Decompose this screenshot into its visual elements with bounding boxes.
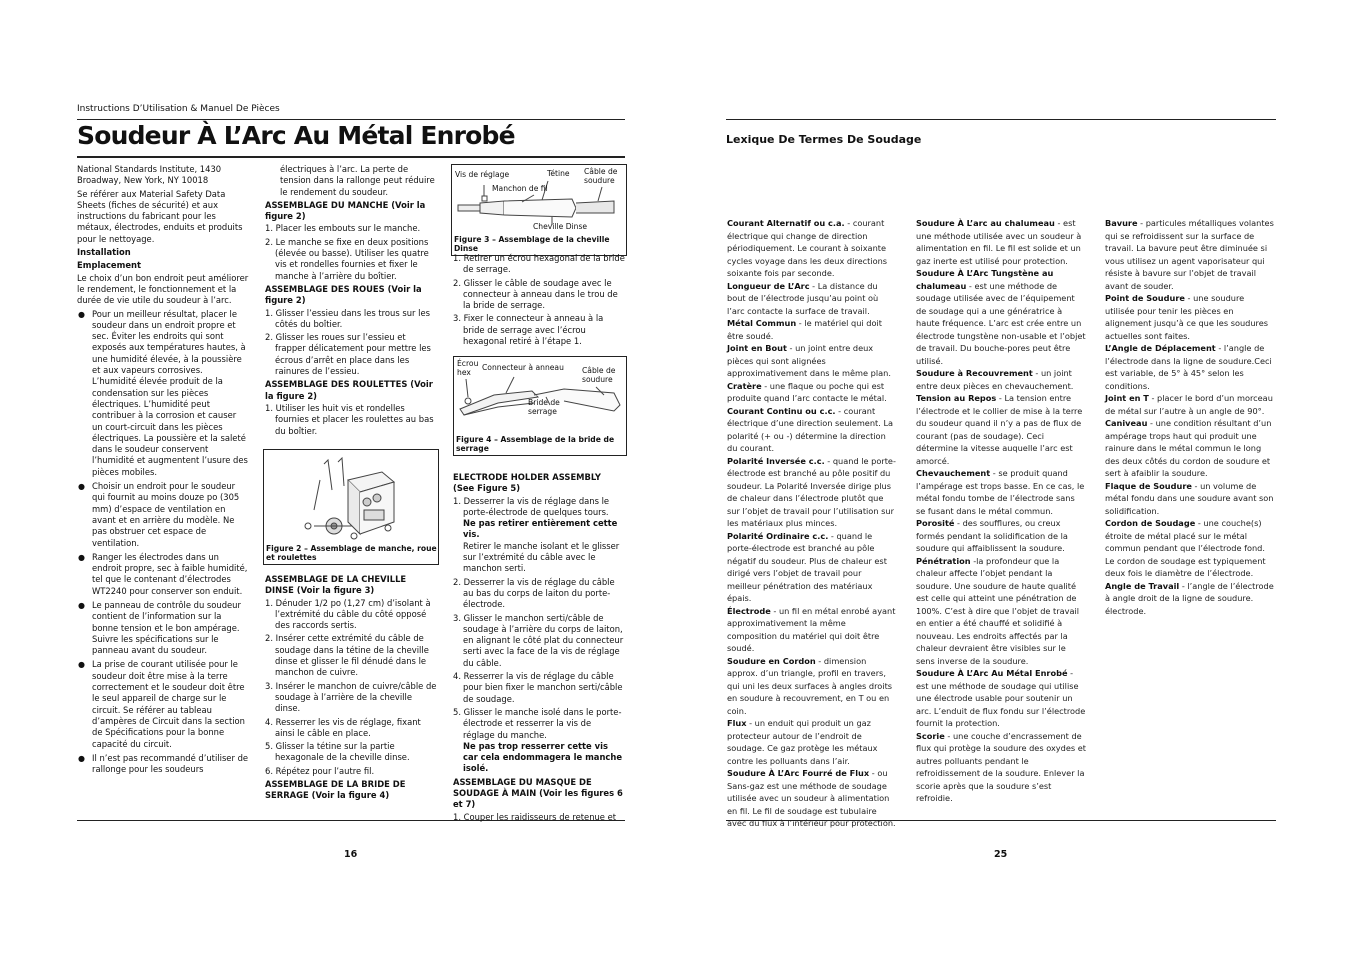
figure-4: [453, 356, 627, 456]
glossary-definition: - dimension approx. d’un triangle, profil en travers, qui uni les deux surfaces à angles droits en soudure à recouvrement, en T ou en coin.: [727, 655, 893, 716]
list-item: 3. Insérer le manchon de cuivre/câble de soudage à l’arrière de la cheville dinse.: [265, 680, 437, 714]
document-header: Instructions D’Utilisation & Manuel De Pièces: [77, 104, 280, 114]
glossary-entry: [916, 730, 1086, 805]
left-column-3-continued: [453, 470, 625, 825]
wheels-heading: ASSEMBLAGE DES ROUES (Voir la figure 2): [265, 283, 422, 306]
fig4-label-hex-nut: Écrou hex: [457, 359, 479, 377]
glossary-entry: [727, 380, 897, 405]
dinse-heading: ASSEMBLAGE DE LA CHEVILLE DINSE (Voir la figure 3): [265, 574, 407, 596]
glossary-entry: [727, 280, 897, 318]
list-item: 5. Glisser le manche isolé dans le porte-électrode et resserrer la vis de réglage du manche.: [453, 706, 622, 740]
glossary-definition: - des soufflures, ou creux formés pendant la solidification de la soudure qui affaiblissent la soudure.: [916, 518, 1068, 553]
msds-paragraph: Se référer aux Material Safety Data Sheets (fiches de sécurité) et aux instructions du fabricant pour les métaux, électrodes, enduits et produits pour le nettoyage.: [77, 188, 243, 244]
list-item: ● Pour un meilleur résultat, placer le soudeur dans un endroit propre et sec. Éviter les endroits qui sont exposés aux températures hautes, à une humidité élevée, à la poussière et aux vapeurs corrosives. L’humidité élevée produit de la condensation sur les pièces électriques. L’humidité peut contribuer à la corrosion et causer un court-circuit dans les pièces électriques. La poussière et la saleté dans le soudeur conservent l’humidité et augmentent l’usure des pièces mobiles.: [77, 309, 249, 478]
glossary-definition: - est une méthode de soudage qui utilise une électrode usable pour soutenir un arc. L’enduit de flux fondu sur l’électrode fournit la protection.: [916, 668, 1086, 728]
glossary-entry: [916, 555, 1086, 668]
glossary-definition: - un fil en métal enrobé ayant approximativement la même composition du matériel qui doit être soudé.: [727, 605, 896, 653]
glossary-definition: - l’angle de l’électrode dans la ligne de soudure.Ceci est variable, de 5° à 45° selon les conditions.: [1105, 343, 1272, 391]
location-bullets: [77, 309, 249, 776]
list-item: ● Il n’est pas recommandé d’utiliser de rallonge pour les soudeurs: [77, 753, 249, 776]
list-item: ● Le panneau de contrôle du soudeur contient de l’information sur la bonne tension et le bon ampérage. Suivre les spécifications sur le panneau avant du soudeur.: [77, 600, 249, 656]
glossary-term: Cratère: [727, 380, 762, 391]
glossary-entry: [916, 267, 1086, 367]
page-number-left: 16: [344, 849, 358, 860]
list-item: 2. Le manche se fixe en deux positions (élevée ou basse). Utiliser les quatre vis et rondelles fournies et fixer le manche à l’arrière du boîtier.: [265, 236, 429, 281]
glossary-entry: [1105, 580, 1276, 618]
glossary-term: Cordon de Soudage: [1105, 518, 1196, 528]
glossary-definition: - une couche(s) étroite de métal placé sur le métal commun pendant que l’électrode fond. Le cordon de soudage est typiquement deux fois le diamètre de l’électrode.: [1105, 518, 1266, 578]
glossary-entry: [727, 217, 897, 280]
list-item: ● Ranger les électrodes dans un endroit propre, sec à faible humidité, tel que le contenant d’électrodes WT2240 pour conserver son enduit.: [77, 552, 249, 597]
figure-3-caption: Figure 3 – Assemblage de la cheville Dinse: [454, 235, 610, 253]
glossary-term: Angle de Travail: [1105, 580, 1180, 591]
list-item: ● Choisir un endroit pour le soudeur qui fournit au moins douze po (305 mm) d’espace de ventilation en avant et en arrière du modèle. Ne pas obstruer cet espace de ventilation.: [77, 481, 249, 549]
glossary-term: Polarité Inversée c.c.: [727, 455, 825, 466]
fig3-label-welding-cable: Câble de soudure: [584, 167, 618, 185]
list-item: ● La prise de courant utilisée pour le soudeur doit être mise à la terre correctement et le soudeur doit être le seul appareil de charge sur le circuit. Se référer au tableau d’ampères de Circuit dans la section de Spécifications pour la bonne capacité du circuit.: [77, 659, 249, 749]
glossary-entry: [727, 767, 897, 830]
glossary-term: Joint en T: [1105, 393, 1149, 403]
list-item: 2. Insérer cette extrémité du câble de soudage dans la tétine de la cheville dinse et glisser le fil dénudé dans le manchon de cuivre.: [265, 633, 429, 678]
glossary-definition: - le matériel qui doit être soudé.: [727, 318, 882, 341]
glossary-term: Courant Alternatif ou c.a.: [727, 218, 845, 228]
top-rule-left: [77, 119, 625, 120]
glossary-definition: - une condition résultant d’un ampérage trops haut qui produit une rainure dans le métal commun le long des deux côtés du cordon de soudure et sert à afaiblir la soudure.: [1105, 418, 1272, 478]
fig4-label-ring-connector: Connecteur à anneau: [482, 363, 564, 372]
glossary-entry: [1105, 392, 1276, 417]
glossary-term: Scorie: [916, 730, 945, 741]
glossary-column-3: [1105, 217, 1276, 617]
left-column-1: [77, 164, 249, 778]
figure-4-caption: Figure 4 – Assemblage de la bride de serrage: [456, 435, 615, 453]
glossary-entry: [916, 217, 1086, 267]
glossary-term: Métal Commun: [727, 318, 797, 328]
warning-text: Ne pas trop resserrer cette vis car cela endommagera le manche isolé.: [463, 740, 623, 774]
glossary-definition: - un joint entre deux pièces qui sont alignées approximativement dans le même plan.: [727, 343, 891, 378]
handle-heading: ASSEMBLAGE DU MANCHE (Voir la figure 2): [265, 199, 426, 222]
glossary-term: Soudure en Cordon: [727, 655, 816, 666]
casters-heading: ASSEMBLAGE DES ROULETTES (Voir la figure 2): [265, 379, 433, 401]
glossary-entry: [916, 392, 1086, 467]
list-item: 5. Glisser la tétine sur la partie hexagonale de la cheville dinse.: [265, 741, 410, 763]
list-item: 4. Resserrer les vis de réglage, fixant ainsi le câble en place.: [265, 716, 421, 738]
warning-text: Ne pas retirer entièrement cette vis.: [463, 518, 618, 540]
glossary-entry: [1105, 217, 1276, 292]
location-heading: Emplacement: [77, 260, 141, 271]
glossary-definition: - La distance du bout de l’électrode jusqu’au point où l’arc contacte la surface de travail.: [727, 280, 879, 316]
glossary-definition: - l’angle de l’électrode à angle droit de la ligne de soudure. électrode.: [1105, 580, 1274, 616]
figure-3: [451, 164, 627, 256]
glossary-term: Tension au Repos: [916, 393, 997, 403]
glossary-definition: - quand le porte-électrode est branché au pôle positif du soudeur. La Polarité Inversée dirige plus de chaleur dans l’électrode plutôt que sur l’objet de travail pour l’utilisation sur les matériaux plus minces.: [727, 455, 896, 528]
glossary-term: Soudure À L’Arc Au Métal Enrobé: [916, 668, 1068, 678]
fig3-label-set-screw: Vis de réglage: [455, 170, 510, 179]
page-title: Soudeur À L’Arc Au Métal Enrobé: [77, 121, 515, 150]
extension-paragraph: électriques à l’arc. La perte de tension dans la rallonge peut réduire le rendement du soudeur.: [280, 164, 435, 197]
glossary-definition: - une couche d’encrassement de flux qui protège la soudure des oxydes et autres polluants pendant le refroidissement de la soudure. Enlever la scorie après que la soudure s’est refroidie.: [916, 730, 1087, 803]
glossary-definition: - courant électrique d’une direction seulement. La polarité (+ ou -) détermine la direction du courant.: [727, 405, 894, 453]
location-paragraph: Le choix d’un bon endroit peut améliorer le rendement, le fonctionnement et la durée de vie utile du soudeur à l’arc.: [77, 272, 249, 306]
glossary-term: Flux: [727, 718, 747, 728]
installation-heading: Installation: [77, 247, 131, 258]
list-item: 1. Dénuder 1/2 po (1,27 cm) d’isolant à l’extrémité du câble du côté opposé des raccords sertis.: [265, 597, 431, 631]
glossary-definition: - quand le porte-électrode est branché au pôle négatif du soudeur. Plus de chaleur est dirigé vers l’objet de travail pour meilleur pénétration des matériaux épais.: [727, 530, 887, 603]
glossary-entry: [727, 530, 897, 605]
glossary-term: Soudure à Recouvrement: [916, 368, 1033, 378]
glossary-term: Bavure: [1105, 218, 1138, 228]
list-item: 1. Desserrer la vis de réglage dans le porte-électrode de quelques tours.: [453, 495, 610, 517]
glossary-term: Polarité Ordinaire c.c.: [727, 530, 829, 541]
glossary-entry: [1105, 517, 1276, 580]
list-item: 1. Retirer un écrou hexagonal de la bride de serrage.: [453, 253, 625, 275]
glossary-entry: [916, 367, 1086, 392]
figure-2: [263, 449, 439, 565]
list-item: 3. Fixer le connecteur à anneau à la bride de serrage avec l’écrou hexagonal retiré à l’étape 1.: [453, 313, 604, 347]
glossary-term: Flaque de Soudure: [1105, 480, 1192, 491]
glossary-definition: - La tension entre l’électrode et le collier de mise à la terre du soudeur quand il n’y a pas de flux de courant (pas de soudage). Ceci détermine la vitesse auquelle l’arc est amorcé.: [916, 393, 1083, 466]
glossary-definition: - est une méthode de soudage utilisée avec de l’équipement de soudage qui a une génératrice à haute fréquence. L’arc est crée entre un électrode tungstène non-usable et l’objet de travail. Du bouche-pores peut être utilisé.: [916, 280, 1086, 366]
glossary-entry: [727, 317, 897, 342]
figure-2-caption: Figure 2 – Assemblage de manche, roue et roulettes: [266, 544, 437, 562]
glossary-term: Chevauchement: [916, 468, 991, 478]
list-item: 1. Utiliser les huit vis et rondelles fournies et placer les roulettes au bas du boîtier.: [265, 402, 434, 436]
list-item: 1. Glisser l’essieu dans les trous sur les côtés du boîtier.: [265, 307, 431, 329]
glossary-definition: - un joint entre deux pièces en chevauchement.: [916, 368, 1074, 391]
glossary-title: Lexique De Termes De Soudage: [726, 133, 922, 146]
glossary-term: L’Angle de Déplacement: [1105, 343, 1216, 353]
glossary-term: Porosité: [916, 518, 955, 528]
glossary-definition: - particules métalliques volantes qui se refroidissent sur la surface de travail. La bavure peut être diminuée si vous utilisez un agent vaporisateur qui résiste à bavure sur l’objet de travail avant de souder.: [1105, 218, 1274, 291]
glossary-entry: [727, 605, 897, 655]
glossary-entry: [727, 342, 897, 380]
glossary-entry: [727, 717, 897, 767]
glossary-definition: - est une méthode utilisée avec un soudeur à alimentation en fil. Le fil est solide et un gaz inerte est utilisé pour protection.: [916, 218, 1082, 266]
glossary-definition: - un volume de métal fondu dans une soudure avant son solidification.: [1105, 480, 1274, 516]
glossary-definition: - une flaque ou poche qui est produite quand l’arc contacte le métal.: [727, 380, 887, 403]
glossary-entry: [1105, 417, 1276, 480]
glossary-entry: [916, 517, 1086, 555]
glossary-term: Courant Continu ou c.c.: [727, 405, 836, 416]
glossary-term: Soudure À L’Arc Fourré de Flux: [727, 768, 870, 778]
glossary-entry: [727, 455, 897, 530]
glossary-definition: -la profondeur que la chaleur affecte l’objet pendant la soudure. Une soudure de haute qualité est celle qui atteint une pénétration de 100%. C’est à dire que l’objet de travail en entier a été chauffé et solidifié à nouveau. Les endroits affectés par la chaleur devraient être visibles sur le sens inverse de la soudure.: [916, 555, 1080, 666]
glossary-term: Point de Soudure: [1105, 293, 1185, 303]
glossary-column-2: [916, 217, 1086, 805]
glossary-definition: - se produit quand l’ampérage est trops basse. En ce cas, le métal fondu tombe de l’électrode sans se fusant dans le métal commun.: [916, 468, 1085, 516]
title-rule: [77, 156, 625, 158]
left-column-2: [265, 164, 437, 439]
list-item: 2. Glisser le câble de soudage avec le connecteur à anneau dans le trou de la bride de serrage.: [453, 277, 618, 311]
glossary-definition: - une soudure utilisée pour tenir les pièces en alignement jusqu’à ce que les soudures actuelles sont faites.: [1105, 293, 1269, 341]
list-item: 2. Glisser les roues sur l’essieu et frapper délicatement pour mettre les écrous d’arrêt en place dans les rainures de l’essieu.: [265, 332, 431, 377]
glossary-term: Longueur de L’Arc: [727, 280, 810, 291]
glossary-term: Joint en Bout: [727, 343, 787, 353]
glossary-entry: [1105, 342, 1276, 392]
fig3-label-nipple: Tétine: [547, 169, 570, 178]
glossary-definition: - ou Sans-gaz est une méthode de soudage utilisée avec un soudeur à alimentation en fil. Le fil de soudage est tubulaire avec du flux à l’intérieur pour protection.: [727, 768, 896, 828]
welding-mask-heading: ASSEMBLAGE DU MASQUE DE SOUDAGE À MAIN (Voir les figures 6 et 7): [453, 776, 623, 810]
list-item: 4. Resserrer la vis de réglage du câble pour bien fixer le manchon serti/câble de soudage.: [453, 671, 623, 704]
welder-cart-illustration: [264, 450, 438, 550]
fig4-label-welding-cable: Câble de soudure: [582, 366, 616, 384]
address-paragraph: National Standards Institute, 1430 Broadway, New York, NY 10018: [77, 164, 222, 186]
glossary-term: Caniveau: [1105, 418, 1148, 428]
fig4-label-clamp: Bride de serrage: [528, 398, 560, 416]
glossary-definition: - un enduit qui produit un gaz protecteur autour de l’endroit de soudage. Ce gaz protège les métaux contre les polluants dans l’air.: [727, 718, 878, 766]
glossary-entry: [916, 467, 1086, 517]
glossary-definition: - placer le bord d’un morceau de métal sur l’autre à un angle de 90°.: [1105, 393, 1273, 416]
glossary-term: Soudure À L’arc au chalumeau: [916, 218, 1055, 228]
glossary-term: Électrode: [727, 605, 771, 616]
left-column-2-continued: [265, 572, 437, 803]
glossary-entry: [727, 405, 897, 455]
fig3-label-wire-sleeve: Manchon de fil: [492, 184, 548, 193]
list-item: 2. Desserrer la vis de réglage du câble au bas du corps de laiton du porte-électrode.: [453, 576, 615, 610]
page-number-right: 25: [994, 849, 1008, 860]
glossary-entry: [727, 655, 897, 718]
glossary-column-1: [727, 217, 897, 830]
clamp-heading: ASSEMBLAGE DE LA BRIDE DE SERRAGE (Voir la figure 4): [265, 779, 406, 801]
top-rule-right: [726, 119, 1276, 120]
electrode-holder-heading: ELECTRODE HOLDER ASSEMBLY (See Figure 5): [453, 472, 601, 494]
list-item-continued: Retirer le manche isolant et le glisser sur l’extrémité du câble avec le manchon serti.: [463, 540, 620, 574]
glossary-entry: [1105, 480, 1276, 518]
glossary-term: Pénétration: [916, 555, 971, 566]
fig3-label-dinse-plug: Cheville Dinse: [533, 222, 588, 231]
glossary-term: Soudure À L’Arc Tungstène au chalumeau: [916, 268, 1054, 291]
left-column-3: [453, 253, 625, 349]
list-item: 1. Couper les raidisseurs de retenue et: [453, 811, 617, 822]
list-item: 1. Placer les embouts sur le manche.: [265, 223, 421, 234]
glossary-definition: - courant électrique qui change de direction périodiquement. Le courant à soixante cycles voyage dans les deux directions soixante fois par seconde.: [727, 218, 888, 278]
list-item: 3. Glisser le manchon serti/câble de soudage à l’arrière du corps de laiton, en alignant le côté plat du connecteur serti avec la face de la vis de réglage du câble.: [453, 612, 624, 668]
list-item: 6. Répétez pour l’autre fil.: [265, 765, 375, 776]
glossary-entry: [916, 667, 1086, 730]
glossary-entry: [1105, 292, 1276, 342]
